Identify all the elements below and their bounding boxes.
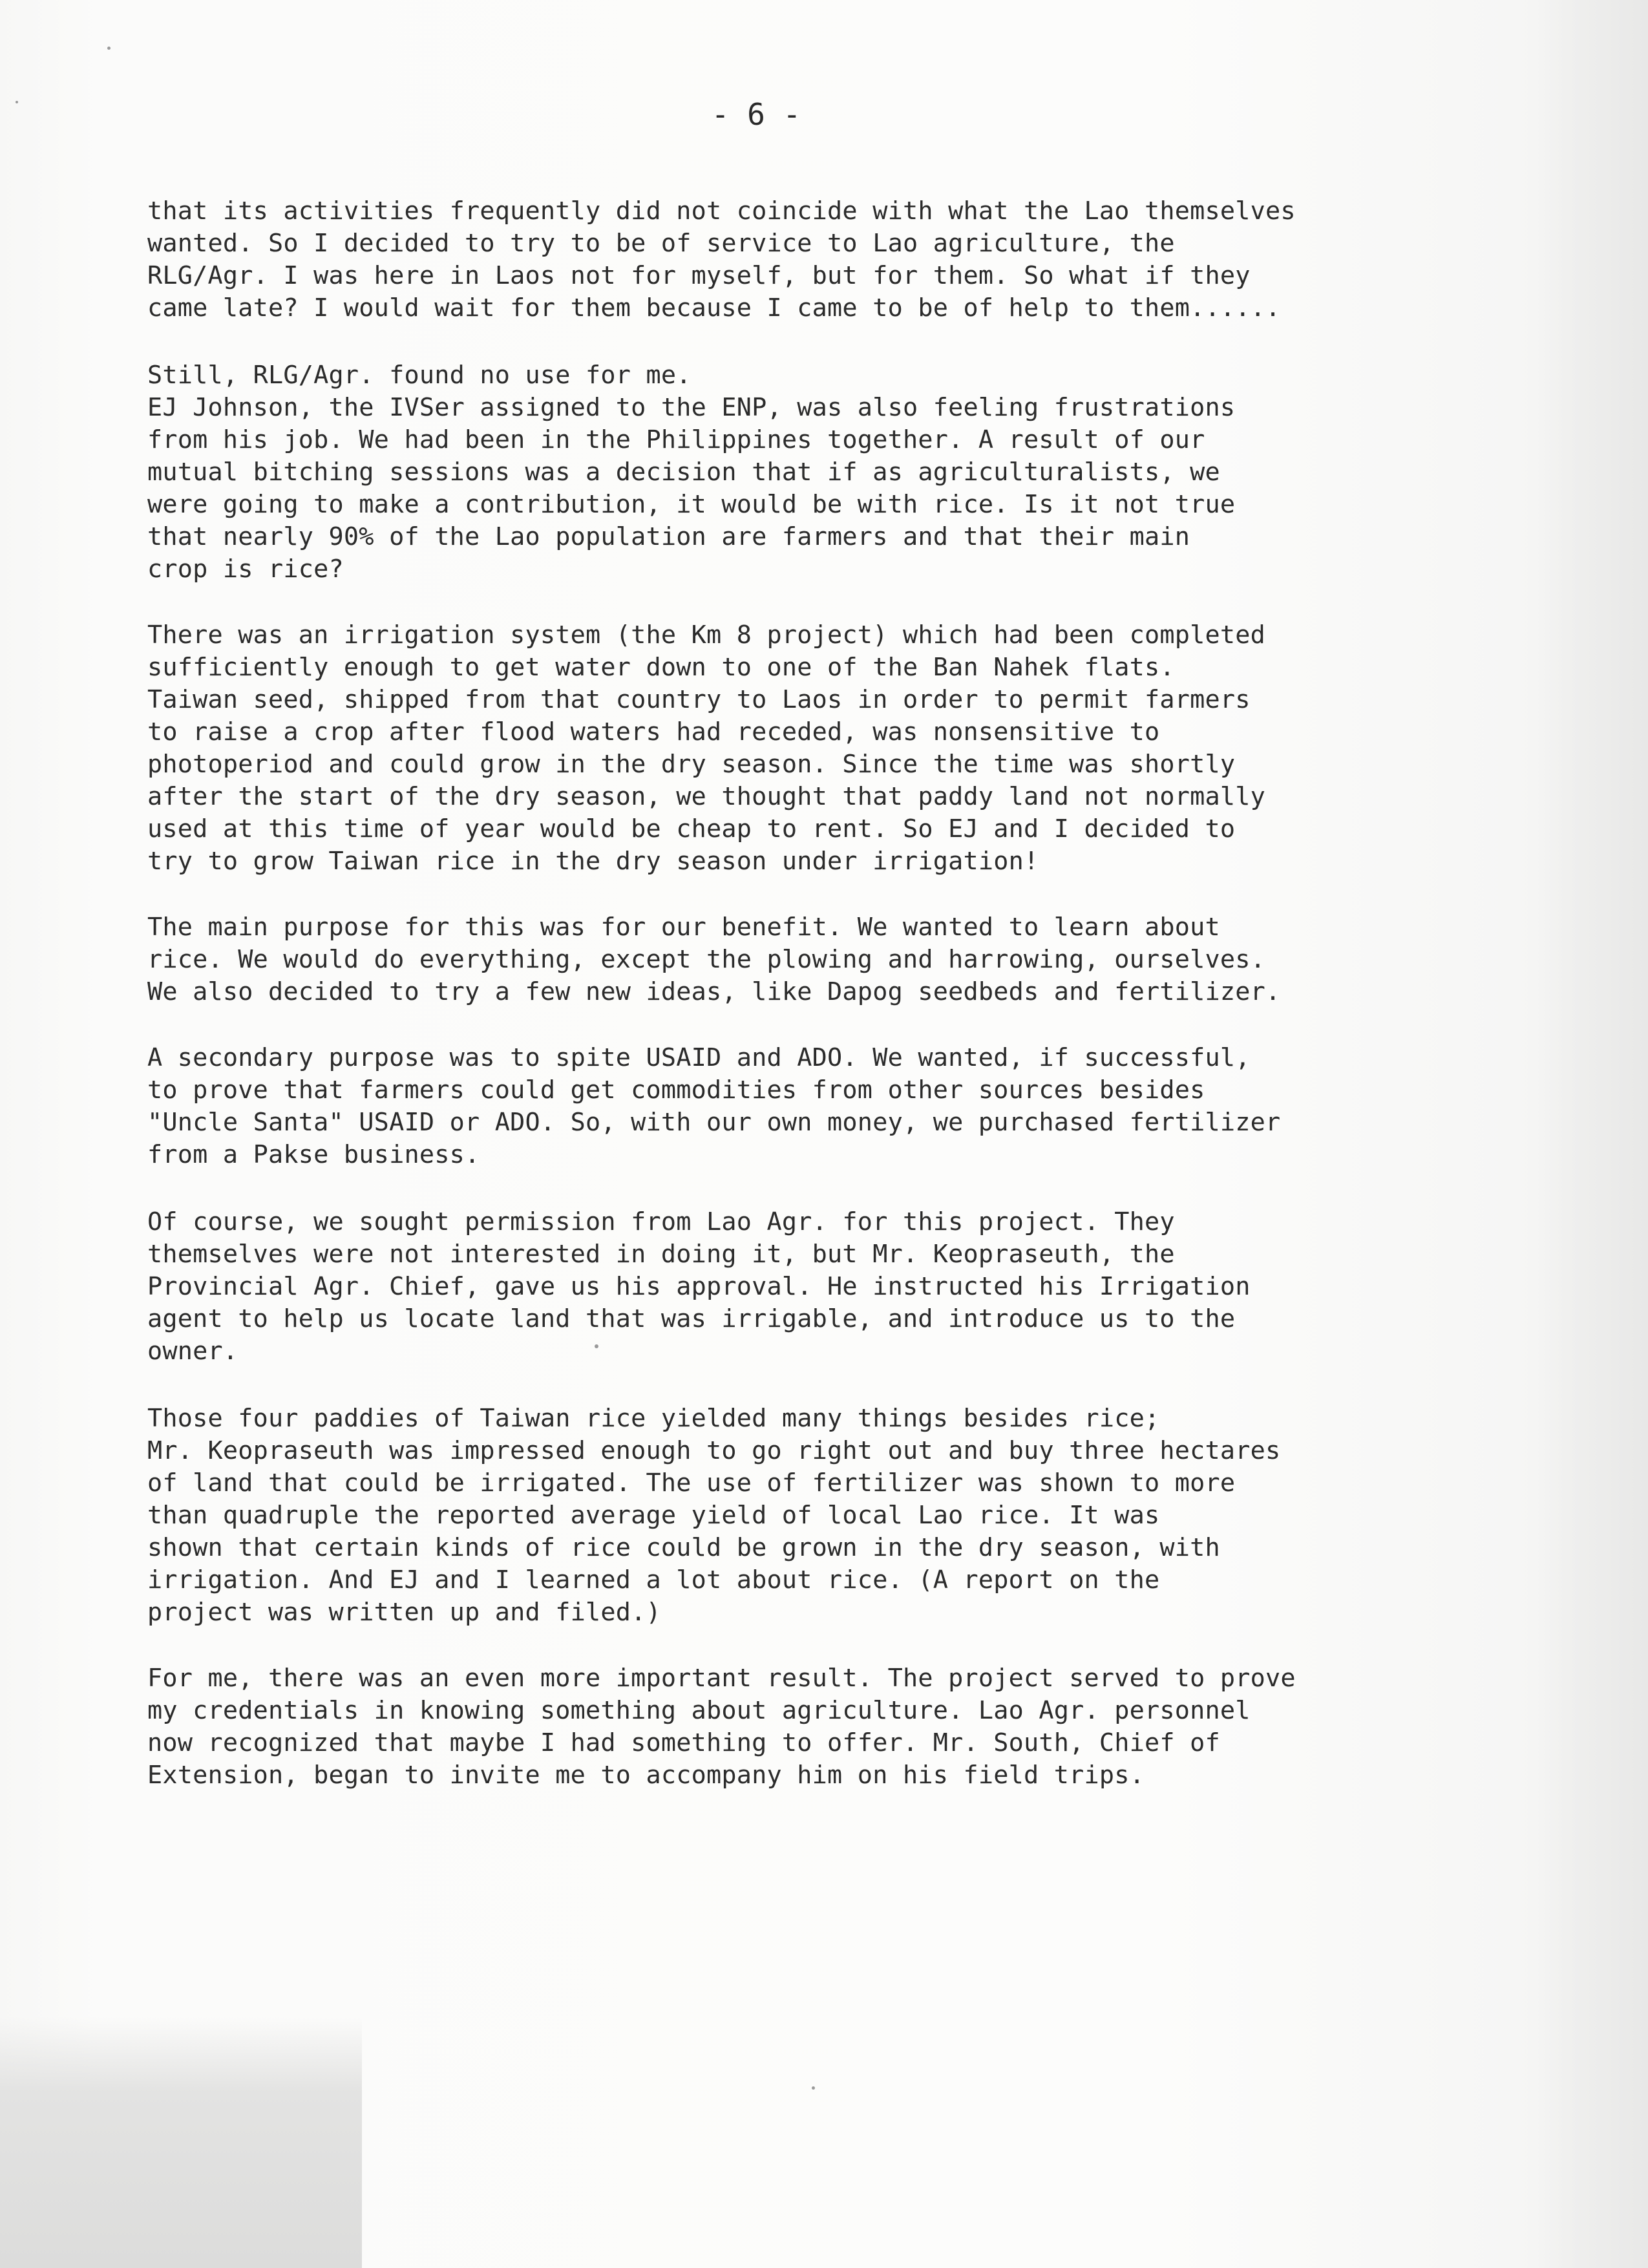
text-line: Mr. Keopraseuth was impressed enough to go right out and buy three hectares — [147, 1436, 1281, 1465]
text-line: came late? I would wait for them because I came to be of help to them...... — [147, 293, 1281, 323]
scan-edge-shadow — [1538, 0, 1648, 2268]
text-line: Provincial Agr. Chief, gave us his approval. He instructed his Irrigation — [147, 1272, 1251, 1301]
text-line: to prove that farmers could get commodities from other sources besides — [147, 1076, 1205, 1105]
text-line: Taiwan seed, shipped from that country to Laos in order to permit farmers — [147, 685, 1251, 714]
scan-speck — [812, 2086, 815, 2090]
text-line: agent to help us locate land that was irrigable, and introduce us to the — [147, 1304, 1236, 1333]
text-line: There was an irrigation system (the Km 8 project) which had been completed — [147, 620, 1266, 650]
scan-speck — [107, 47, 111, 50]
text-line: RLG/Agr. I was here in Laos not for myself, but for them. So what if they — [147, 261, 1251, 290]
page-number: - 6 - — [711, 97, 801, 132]
text-line: than quadruple the reported average yield of local Lao rice. It was — [147, 1501, 1160, 1530]
text-line: "Uncle Santa" USAID or ADO. So, with our own money, we purchased fertilizer — [147, 1108, 1281, 1137]
paragraph — [147, 359, 1466, 586]
paragraph — [147, 1042, 1466, 1171]
text-line: photoperiod and could grow in the dry season. Since the time was shortly — [147, 750, 1236, 779]
text-line: Of course, we sought permission from Lao Agr. for this project. They — [147, 1207, 1175, 1236]
text-line: from his job. We had been in the Philippines together. A result of our — [147, 425, 1205, 454]
paragraph — [147, 1403, 1466, 1629]
text-line: after the start of the dry season, we thought that paddy land not normally — [147, 782, 1266, 811]
paragraph — [147, 1662, 1466, 1792]
text-line: themselves were not interested in doing it, but Mr. Keopraseuth, the — [147, 1240, 1175, 1269]
text-line: Still, RLG/Agr. found no use for me. — [147, 361, 692, 390]
text-line: try to grow Taiwan rice in the dry season under irrigation! — [147, 847, 1039, 876]
text-line: shown that certain kinds of rice could be grown in the dry season, with — [147, 1533, 1220, 1562]
text-line: irrigation. And EJ and I learned a lot about rice. (A report on the — [147, 1565, 1160, 1595]
text-line: crop is rice? — [147, 555, 344, 584]
text-line: used at this time of year would be cheap to rent. So EJ and I decided to — [147, 814, 1236, 843]
text-line: my credentials in knowing something about agriculture. Lao Agr. personnel — [147, 1696, 1251, 1725]
text-line: sufficiently enough to get water down to one of the Ban Nahek flats. — [147, 653, 1175, 682]
text-line: For me, there was an even more important result. The project served to prove — [147, 1664, 1296, 1693]
text-line: that nearly 90% of the Lao population are farmers and that their main — [147, 522, 1190, 551]
text-line: to raise a crop after flood waters had receded, was nonsensitive to — [147, 717, 1160, 747]
scan-speck — [16, 101, 18, 103]
text-line: mutual bitching sessions was a decision that if as agriculturalists, we — [147, 458, 1220, 487]
text-line: A secondary purpose was to spite USAID and ADO. We wanted, if successful, — [147, 1043, 1251, 1072]
text-line: The main purpose for this was for our benefit. We wanted to learn about — [147, 913, 1220, 942]
paragraph — [147, 911, 1466, 1008]
paragraph — [147, 195, 1466, 324]
text-line: Extension, began to invite me to accompany him on his field trips. — [147, 1761, 1145, 1790]
text-line: rice. We would do everything, except the plowing and harrowing, ourselves. — [147, 945, 1266, 974]
text-line: now recognized that maybe I had something to offer. Mr. South, Chief of — [147, 1728, 1220, 1757]
text-line: from a Pakse business. — [147, 1140, 480, 1169]
text-line: project was written up and filed.) — [147, 1598, 661, 1627]
text-line: wanted. So I decided to try to be of service to Lao agriculture, the — [147, 229, 1175, 258]
paragraph — [147, 1206, 1466, 1368]
text-line: that its activities frequently did not coincide with what the Lao themselves — [147, 196, 1296, 226]
text-line: Those four paddies of Taiwan rice yielded many things besides rice; — [147, 1404, 1160, 1433]
paragraph — [147, 619, 1466, 878]
text-line: were going to make a contribution, it would be with rice. Is it not true — [147, 490, 1236, 519]
text-line: EJ Johnson, the IVSer assigned to the ENP, was also feeling frustrations — [147, 393, 1236, 422]
text-line: owner. — [147, 1337, 238, 1366]
scan-corner-shadow — [0, 2017, 362, 2268]
text-line: of land that could be irrigated. The use of fertilizer was shown to more — [147, 1468, 1236, 1498]
text-line: We also decided to try a few new ideas, like Dapog seedbeds and fertilizer. — [147, 977, 1281, 1006]
